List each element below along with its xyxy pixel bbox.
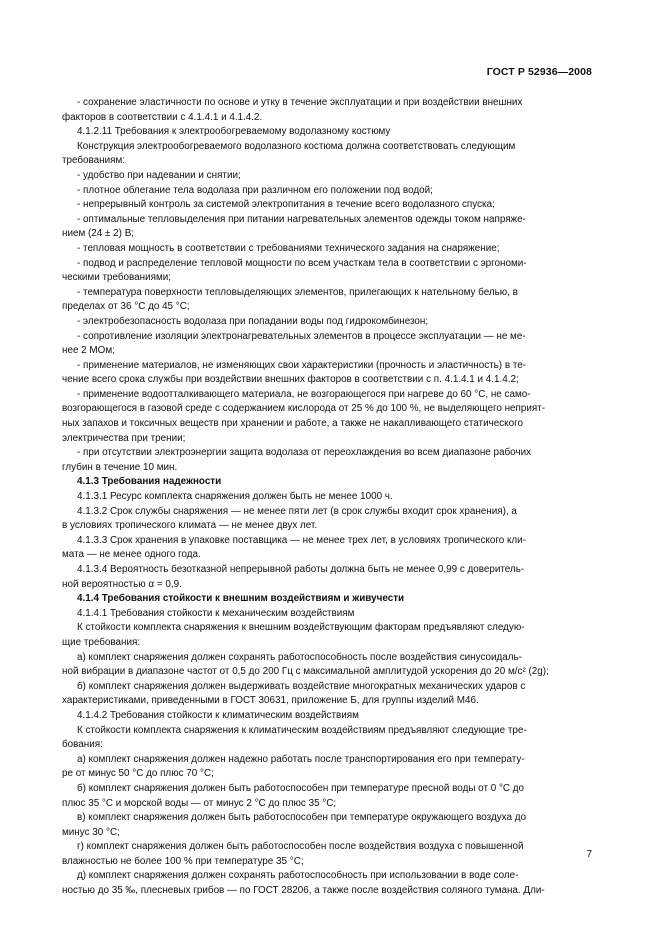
text-line: минус 30 °С; xyxy=(62,826,120,838)
text-line: глубин в течение 10 мин. xyxy=(62,461,178,473)
page-number: 7 xyxy=(586,849,592,860)
clause: 4.1.3.4 Вероятность безотказной непрерывной работы должна быть не менее 0,99 с доверитель- xyxy=(77,564,525,575)
text-line: ной вибрации в диапазоне частот от 0,5 до 200 Гц с максимальной амплитудой ускорения до 20 м/с² (2g); xyxy=(62,666,549,678)
clause-heading: 4.1.2.11 Требования к электрообогреваемому водолазному костюму xyxy=(77,126,391,138)
text-line: электричества при трении; xyxy=(62,432,186,444)
list-item: б) комплект снаряжения должен быть работоспособен при температуре пресной воды от 0 °С до xyxy=(77,782,525,794)
list-item: а) комплект снаряжения должен надежно работать после транспортирования его при температу- xyxy=(77,753,525,765)
section-heading: 4.1.3 Требования надежности xyxy=(77,476,222,488)
text-line: характеристиками, приведенными в ГОСТ 30631, приложение Б, для группы изделий М46. xyxy=(62,695,479,707)
text-line: ной вероятностью α = 0,9. xyxy=(62,578,182,590)
list-item: - применение водоотталкивающего материала, не возгорающегося при нагреве до 60 °С, не само- xyxy=(77,388,531,400)
text-line: ческими требованиями; xyxy=(62,272,171,284)
clause-heading: 4.1.4.2 Требования стойкости к климатическим воздействиям xyxy=(77,709,359,721)
clause-heading: 4.1.4.1 Требования стойкости к механическим воздействиям xyxy=(77,607,355,619)
text-line: бования: xyxy=(62,739,103,751)
list-item: а) комплект снаряжения должен сохранять работоспособность после воздействия синусоидаль- xyxy=(77,651,522,663)
text-line: щие требования: xyxy=(62,636,141,648)
list-item: - применение материалов, не изменяющих свои характеристики (прочность и эластичность) в те- xyxy=(77,359,527,371)
text-line: возгорающегося в газовой среде с содержанием кислорода от 25 % до 100 %, не выделяющего неприят- xyxy=(62,403,546,415)
document-body xyxy=(62,96,582,899)
list-item: - при отсутствии электроэнергии защита водолаза от переохлаждения во всем диапазоне рабочих xyxy=(77,447,532,459)
section-heading: 4.1.4 Требования стойкости к внешним воздействиям и живучести xyxy=(77,593,405,605)
list-item: г) комплект снаряжения должен быть работоспособен после воздействия воздуха с повышенной xyxy=(77,841,524,853)
list-item: - оптимальные тепловыделения при питании нагревательных элементов одежды током напряже- xyxy=(77,213,526,225)
clause: 4.1.3.1 Ресурс комплекта снаряжения должен быть не менее 1000 ч. xyxy=(77,491,393,503)
text-line: Конструкция электрообогреваемого водолазного костюма должна соответствовать следующим xyxy=(77,140,516,152)
list-item: - температура поверхности тепловыделяющих элементов, прилегающих к нательному белью, в xyxy=(77,286,518,298)
text-line: нием (24 ± 2) В; xyxy=(62,228,135,240)
text-line: влажностью не более 100 % при температуре 35 °С; xyxy=(62,855,304,867)
list-item: - удобство при надевании и снятии; xyxy=(77,169,241,181)
text-line: ре от минус 50 °С до плюс 70 °С; xyxy=(62,768,214,780)
list-item: д) комплект снаряжения должен сохранять работоспособность при использовании в воде соле- xyxy=(77,870,519,882)
clause: 4.1.3.2 Срок службы снаряжения — не менее пяти лет (в срок службы входит срок хранения), а xyxy=(77,505,517,517)
text-line: нее 2 МОм; xyxy=(62,345,115,357)
list-item: в) комплект снаряжения должен быть работоспособен при температуре окружающего воздуха до xyxy=(77,812,526,824)
list-item: - тепловая мощность в соответствии с требованиями технического задания на снаряжение; xyxy=(77,242,500,254)
text-line: ных запахов и токсичных веществ при хранении и работе, а также не накапливающего статического xyxy=(62,418,523,430)
list-item: - подвод и распределение тепловой мощности по всем участкам тела в соответствии с эргономи- xyxy=(77,257,527,269)
document-id-header: ГОСТ Р 52936—2008 xyxy=(486,66,592,78)
text-line: - сохранение эластичности по основе и утку в течение эксплуатации и при воздействии внешних xyxy=(77,97,523,108)
text-line: мата — не менее одного года. xyxy=(62,549,201,561)
text-line: пределах от 36 °С до 45 °С; xyxy=(62,301,190,313)
text-line: факторов в соответствии с 4.1.4.1 и 4.1.4.2. xyxy=(62,111,263,123)
text-line: ностью до 35 ‰, плесневых грибов — по ГОСТ 28206, а также после воздействия соляного тумана. Дли- xyxy=(62,885,545,897)
text-line: плюс 35 °С и морской воды — от минус 2 °С до плюс 35 °С; xyxy=(62,797,337,809)
text-line: К стойкости комплекта снаряжения к климатическим воздействиям предъявляют следующие тре- xyxy=(77,724,527,736)
clause: 4.1.3.3 Срок хранения в упаковке поставщика — не менее трех лет, в условиях тропического кли- xyxy=(77,534,526,546)
list-item: б) комплект снаряжения должен выдерживать воздействие многократных механических ударов с xyxy=(77,680,526,692)
list-item: - сопротивление изоляции электронагревательных элементов в процессе эксплуатации — не ме- xyxy=(77,330,526,342)
text-line: К стойкости комплекта снаряжения к внешним воздействующим факторам предъявляют следую- xyxy=(77,622,525,634)
text-line: в условиях тропического климата — не менее двух лет. xyxy=(62,520,318,532)
list-item: - плотное облегание тела водолаза при различном его положении под водой; xyxy=(77,184,433,196)
list-item: - непрерывный контроль за системой электропитания в течение всего водолазного спуска; xyxy=(77,199,495,211)
text-line: чение всего срока службы при воздействии внешних факторов в соответствии с п. 4.1.4.1 и 4.1.4.2; xyxy=(62,374,519,386)
list-item: - электробезопасность водолаза при попадании воды под гидрокомбинезон; xyxy=(77,315,429,327)
text-line: требованиям: xyxy=(62,155,126,167)
